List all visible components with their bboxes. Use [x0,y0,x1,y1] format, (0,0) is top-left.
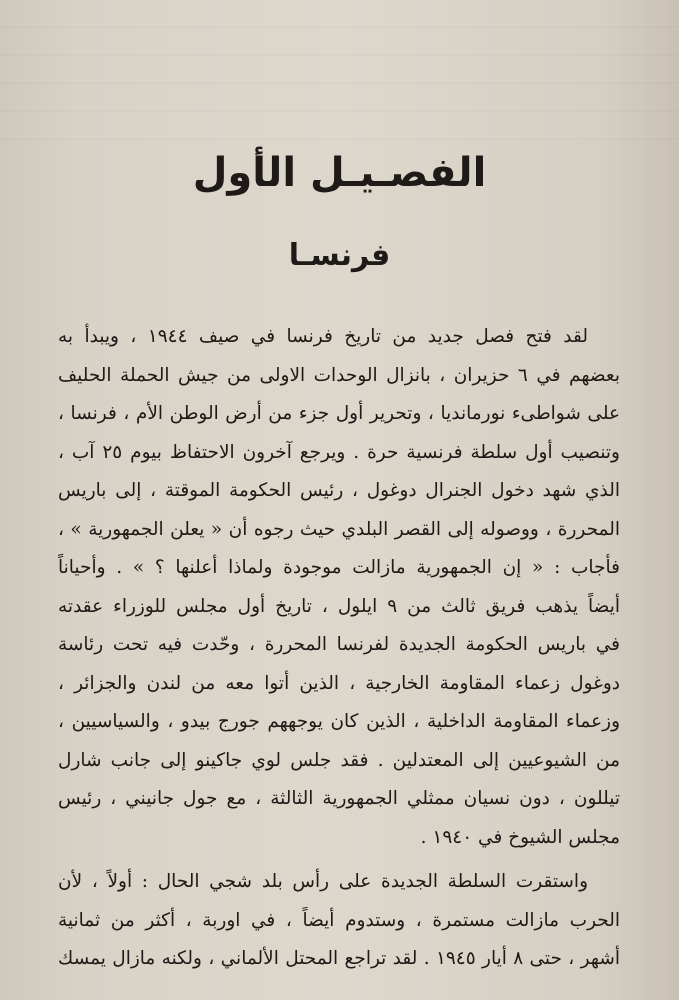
body-text [58,318,620,979]
text-line: من الشيوعيين إلى المعتدلين . فقد جلس لوي جاكينو إلى جانب شارل [58,749,620,771]
text-line: واستقرت السلطة الجديدة على رأس بلد شجي الحال : أولاً ، لأن [58,871,588,892]
paragraph [58,318,620,857]
chapter-title: الفصـيـل الأول [192,150,487,196]
text-line: دوغول زعماء المقاومة الخارجية ، الذين أتوا معه من لندن والجزائر ، [58,672,620,694]
text-line: وتنصيب أول سلطة فرنسية حرة . ويرجع آخرون الاحتفاظ بيوم ٢٥ آب ، [58,441,620,463]
text-line: أشهر ، حتى ٨ أيار ١٩٤٥ . لقد تراجع المحتل الألماني ، ولكنه مازال يمسك [58,948,620,969]
paragraph [58,863,620,979]
text-line: أيضاً يذهب فريق ثالث من ٩ ايلول ، تاريخ أول مجلس للوزراء عقدته [58,595,620,617]
text-line: فأجاب : « إن الجمهورية مازالت موجودة ولماذا أعلنها ؟ » . وأحياناً [58,557,620,578]
text-line: على شواطىء نورماندیا ، وتحرير أول جزء من أرض الوطن الأم ، فرنسا ، [58,403,620,424]
text-line: وزعماء المقاومة الداخلية ، الذين كان يوجههم جورج بيدو ، والسياسيين ، [58,711,620,732]
section-title: فرنسـا [288,238,391,273]
show-through-texture [0,0,679,150]
text-line: بعضهم في ٦ حزيران ، بانزال الوحدات الاولى من جيش الحملة الحليف [58,364,620,386]
text-line: مجلس الشيوخ في ١٩٤٠ . [420,826,620,848]
text-line: الذي شهد دخول الجنرال دوغول ، رئيس الحكومة الموقتة ، إلى باريس [58,480,620,501]
text-line: المحررة ، ووصوله إلى القصر البلدي حيث رجوه أن « يعلن الجمهورية » ، [58,518,620,540]
text-line: الحرب مازالت مستمرة ، وستدوم أيضاً ، في اوربة ، أكثر من ثمانية [58,909,620,931]
text-line: تيللون ، دون نسيان ممثلي الجمهورية الثالثة ، مع جول جانيني ، رئيس [58,788,620,809]
text-line: لقد فتح فصل جديد من تاريخ فرنسا في صيف ١٩٤٤ ، ويبدأ به [58,326,588,347]
text-line: في باريس الحكومة الجديدة لفرنسا المحررة ، وحّدت فيه تحت رئاسة [58,634,620,655]
